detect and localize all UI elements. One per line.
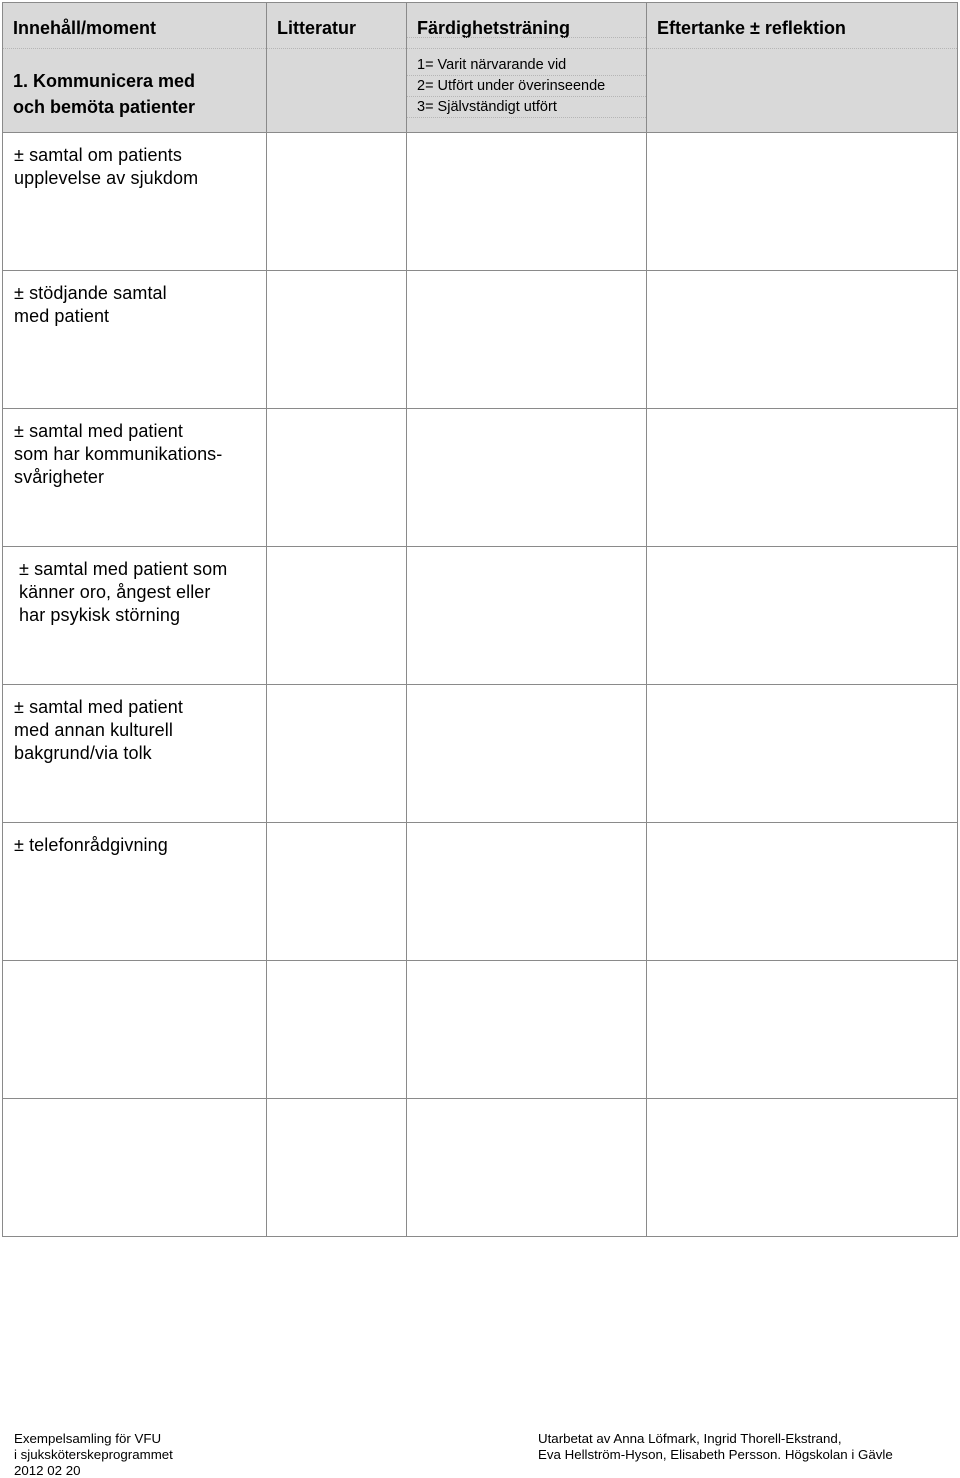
practice-log-table: [2, 2, 958, 1237]
moment-text: [3, 823, 266, 857]
moment-line: känner oro, ångest eller: [19, 582, 211, 602]
section-title-line: 1. Kommunicera med: [13, 71, 196, 91]
footer-line: Exempelsamling för VFU: [14, 1431, 162, 1446]
moment-line: har psykisk störning: [19, 605, 181, 625]
scale-item: 2= Utfört under överinseende: [417, 78, 606, 94]
skills-cell[interactable]: [407, 961, 647, 1099]
header-divider: [3, 48, 266, 49]
moment-line: med annan kulturell: [14, 720, 173, 740]
skills-cell[interactable]: [407, 409, 647, 547]
skill-scale-legend: [417, 55, 605, 118]
moment-cell: [3, 685, 267, 823]
table-row: [3, 1099, 958, 1237]
moment-line: ± telefonrådgivning: [14, 835, 168, 855]
table-row: [3, 823, 958, 961]
moment-line: som har kommunikations-: [14, 444, 223, 464]
skills-cell[interactable]: [407, 823, 647, 961]
moment-cell[interactable]: [3, 961, 267, 1099]
moment-line: ± samtal med patient: [14, 421, 183, 441]
moment-text: [3, 685, 266, 765]
header-divider: [267, 48, 406, 49]
literature-cell[interactable]: [267, 961, 407, 1099]
footer-line: 2012 02 20: [14, 1463, 81, 1478]
moment-line: svårigheter: [14, 467, 105, 487]
column-title-reflection: Eftertanke ± reflektion: [657, 18, 846, 38]
reflection-cell[interactable]: [647, 409, 958, 547]
column-title-content: Innehåll/moment: [13, 18, 157, 38]
scale-item: 3= Självständigt utfört: [417, 99, 557, 115]
scale-item: 1= Varit närvarande vid: [417, 57, 567, 73]
reflection-cell[interactable]: [647, 271, 958, 409]
section-title: [13, 68, 195, 120]
moment-line: ± stödjande samtal: [14, 283, 167, 303]
moment-cell: [3, 133, 267, 271]
moment-line: med patient: [14, 306, 110, 326]
reflection-cell[interactable]: [647, 1099, 958, 1237]
moment-cell: [3, 823, 267, 961]
section-title-line: och bemöta patienter: [13, 97, 196, 117]
table-row: [3, 409, 958, 547]
moment-cell: [3, 271, 267, 409]
header-cell-reflection: [647, 3, 958, 133]
header-divider: [407, 117, 646, 118]
literature-cell[interactable]: [267, 823, 407, 961]
column-title-literature: Litteratur: [277, 18, 357, 38]
header-row: [3, 3, 958, 133]
table-row: [3, 685, 958, 823]
header-cell-skills: [407, 3, 647, 133]
reflection-cell[interactable]: [647, 133, 958, 271]
reflection-cell[interactable]: [647, 823, 958, 961]
literature-cell[interactable]: [267, 409, 407, 547]
moment-line: upplevelse av sjukdom: [14, 168, 199, 188]
header-divider: [407, 37, 646, 38]
table-row: [3, 271, 958, 409]
moment-line: ± samtal med patient som: [19, 559, 228, 579]
header-divider: [647, 48, 957, 49]
skills-cell[interactable]: [407, 133, 647, 271]
moment-line: ± samtal med patient: [14, 697, 183, 717]
table-row: [3, 133, 958, 271]
moment-text: [3, 271, 266, 328]
reflection-cell[interactable]: [647, 547, 958, 685]
moment-line: ± samtal om patients: [14, 145, 182, 165]
reflection-cell[interactable]: [647, 961, 958, 1099]
footer-right: [538, 1431, 893, 1463]
skills-cell[interactable]: [407, 547, 647, 685]
literature-cell[interactable]: [267, 1099, 407, 1237]
moment-text: [3, 547, 266, 627]
header-divider: [407, 75, 646, 76]
table-row: [3, 961, 958, 1099]
reflection-cell[interactable]: [647, 685, 958, 823]
table-row: [3, 547, 958, 685]
footer-line: Utarbetat av Anna Löfmark, Ingrid Thorell-Ekstrand,: [538, 1431, 842, 1446]
literature-cell[interactable]: [267, 547, 407, 685]
footer-left: [14, 1431, 173, 1478]
footer-line: i sjuksköterskeprogrammet: [14, 1447, 173, 1462]
skills-cell[interactable]: [407, 271, 647, 409]
header-divider: [407, 96, 646, 97]
skills-cell[interactable]: [407, 1099, 647, 1237]
column-title-skills: Färdighetsträning: [417, 18, 571, 38]
moment-text: [3, 409, 266, 489]
moment-line: bakgrund/via tolk: [14, 743, 152, 763]
moment-cell[interactable]: [3, 1099, 267, 1237]
header-divider: [407, 48, 646, 49]
moment-text: [3, 133, 266, 190]
header-cell-content: [3, 3, 267, 133]
literature-cell[interactable]: [267, 271, 407, 409]
literature-cell[interactable]: [267, 685, 407, 823]
literature-cell[interactable]: [267, 133, 407, 271]
skills-cell[interactable]: [407, 685, 647, 823]
moment-cell: [3, 409, 267, 547]
moment-cell: [3, 547, 267, 685]
footer-line: Eva Hellström-Hyson, Elisabeth Persson. Högskolan i Gävle: [538, 1447, 893, 1462]
header-cell-literature: [267, 3, 407, 133]
